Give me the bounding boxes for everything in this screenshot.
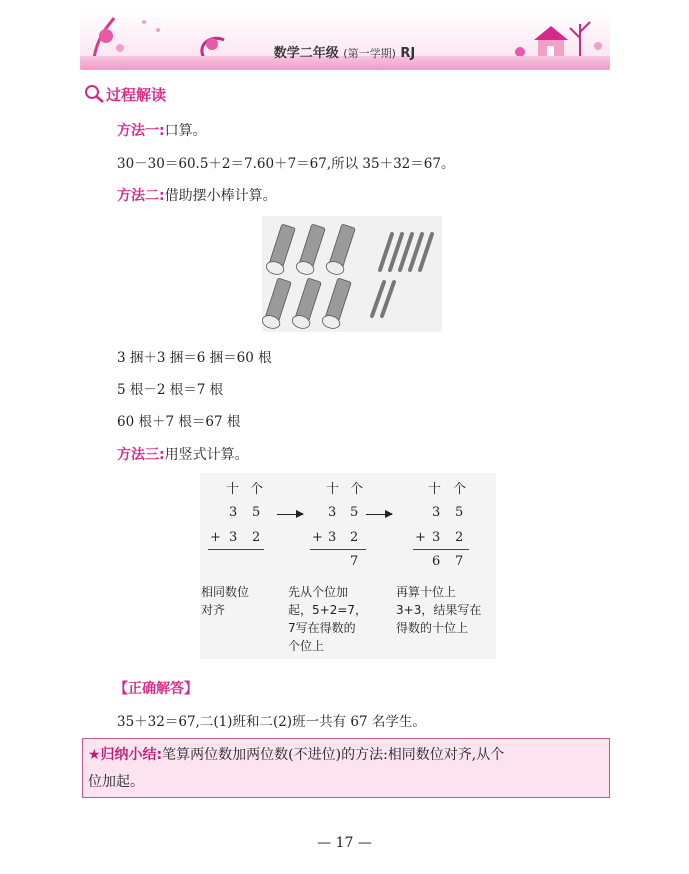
- step2-sum-line: [310, 549, 366, 550]
- summary-line1: 笔算两位数加两位数(不进位)的方法:相同数位对齐,从个: [162, 747, 505, 763]
- note2-line2: 起，5+2=7，: [288, 603, 368, 617]
- note2-line3: 7写在得数的: [288, 621, 356, 635]
- note3-line3: 得数的十位上: [396, 621, 469, 635]
- sticks-line-2: 5 根－2 根＝7 根: [117, 382, 224, 398]
- method-two-text: 借助摆小棒计算。: [164, 188, 277, 204]
- step1-bottom-tens: 3: [229, 530, 238, 545]
- step3-result-tens: 6: [432, 554, 441, 569]
- note2-line4: 个位上: [288, 639, 325, 653]
- answer-text: 35＋32＝67,二(1)班和二(2)班一共有 67 名学生。: [117, 714, 426, 730]
- method-three-label: 方法三:: [117, 447, 165, 463]
- step3-result-ones: 7: [455, 554, 464, 569]
- step2-tens-header: 十: [326, 482, 340, 497]
- step2-top-ones: 5: [350, 505, 359, 520]
- step2-result-ones: 7: [350, 554, 359, 569]
- step2-plus-sign: +: [312, 530, 323, 545]
- step3-top-tens: 3: [432, 505, 441, 520]
- magnifier-icon: [84, 84, 106, 104]
- summary-label: ★归纳小结:: [88, 747, 163, 763]
- sticks-line-3: 60 根＋7 根＝67 根: [117, 414, 241, 430]
- book-term: (第一学期): [343, 47, 396, 60]
- method-three-text: 用竖式计算。: [164, 447, 249, 463]
- book-edition: RJ: [400, 46, 416, 61]
- method-three: [117, 444, 249, 464]
- step2-ones-header: 个: [350, 482, 364, 497]
- section-title: 过程解读: [106, 86, 167, 104]
- note-add-tens: [396, 583, 481, 637]
- step3-plus-sign: +: [415, 530, 426, 545]
- method-one-label: 方法一:: [117, 123, 165, 139]
- note1-line1: 相同数位: [201, 585, 250, 599]
- step3-sum-line: [413, 549, 469, 550]
- summary-text: [88, 742, 604, 796]
- step3-bottom-tens: 3: [432, 530, 441, 545]
- step1-sum-line: [208, 549, 264, 550]
- step3-bottom-ones: 2: [455, 530, 464, 545]
- step1-tens-header: 十: [226, 482, 240, 497]
- sticks-line-1: 3 捆＋3 捆＝6 捆＝60 根: [117, 350, 272, 366]
- step2-bottom-ones: 2: [350, 530, 359, 545]
- counting-sticks-illustration: [262, 216, 442, 332]
- note3-line1: 再算十位上: [396, 585, 457, 599]
- method-one-text: 口算。: [164, 123, 207, 139]
- step1-top-tens: 3: [229, 505, 238, 520]
- step3-ones-header: 个: [453, 482, 467, 497]
- note-align-digits: [201, 583, 249, 619]
- step1-top-ones: 5: [252, 505, 261, 520]
- step2-bottom-tens: 3: [328, 530, 337, 545]
- step1-bottom-ones: 2: [252, 530, 261, 545]
- step2-top-tens: 3: [328, 505, 337, 520]
- method-two: [117, 185, 277, 205]
- correct-answer-tag: 【正确解答】: [114, 681, 198, 697]
- note1-line2: 对齐: [201, 603, 226, 617]
- step1-ones-header: 个: [250, 482, 264, 497]
- note2-line1: 先从个位加: [288, 585, 349, 599]
- arrow-right-icon: [277, 514, 303, 515]
- step3-top-ones: 5: [455, 505, 464, 520]
- step1-plus-sign: +: [210, 530, 221, 545]
- note-add-ones-first: [288, 583, 367, 655]
- page-number: — 17 —: [317, 835, 372, 851]
- method-one-calculation: 30－30＝60.5＋2＝7.60＋7＝67,所以 35＋32＝67。: [117, 156, 455, 172]
- method-two-label: 方法二:: [117, 188, 165, 204]
- header-title: [0, 42, 689, 61]
- method-one: [117, 120, 207, 140]
- note3-line2: 3+3，结果写在: [396, 603, 482, 617]
- step3-tens-header: 十: [428, 482, 442, 497]
- summary-line2: 位加起。: [88, 774, 144, 790]
- arrow-right-icon: [366, 514, 392, 515]
- book-title: 数学二年级: [273, 46, 339, 61]
